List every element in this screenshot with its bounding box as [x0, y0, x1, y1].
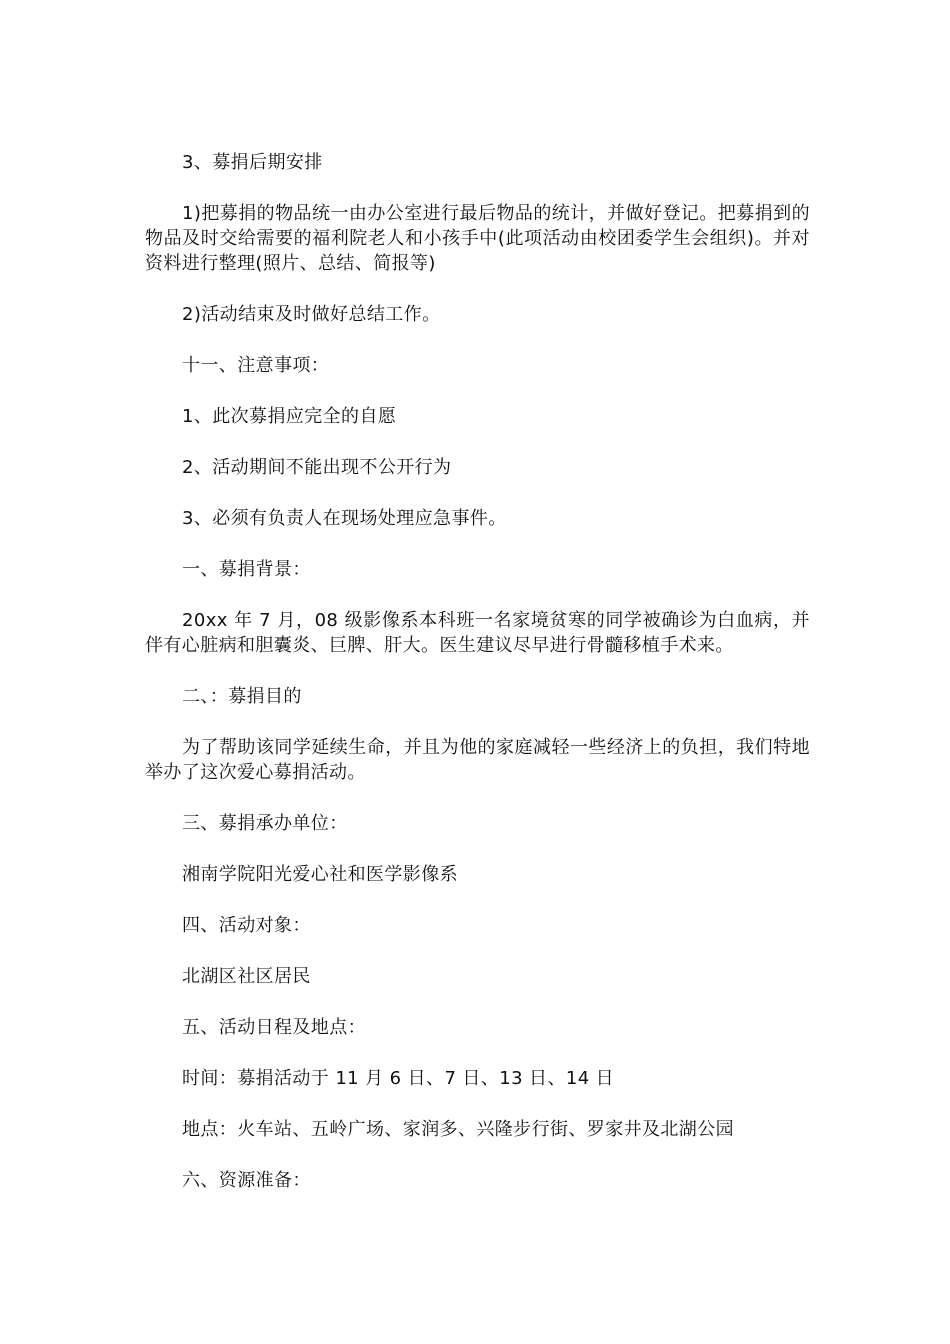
section-heading-purpose: 二、：募捐目的: [182, 686, 302, 707]
section-heading-schedule: 五、活动日程及地点：: [182, 1017, 366, 1038]
section-heading-notes: 十一、注意事项：: [182, 355, 330, 376]
background-paragraph: 20xx 年 7 月，08 级影像系本科班一名家境贫寒的同学被确诊为白血病，并伴有心脏病和胆囊炎、巨脾、肝大。医生建议尽早进行骨髓移植手术来。: [145, 610, 810, 656]
section-heading-background: 一、募捐背景：: [182, 559, 311, 580]
document-body: [145, 150, 810, 1219]
section-heading-target: 四、活动对象：: [182, 915, 311, 936]
schedule-location: 地点：火车站、五岭广场、家润多、兴隆步行街、罗家井及北湖公园: [182, 1119, 734, 1140]
paragraph-item-1: 1)把募捐的物品统一由办公室进行最后物品的统计，并做好登记。把募捐到的物品及时交给需要的福利院老人和小孩手中(此项活动由校团委学生会组织)。并对资料进行整理(照片、总结、简报等): [145, 203, 810, 274]
notes-item-3: 3、必须有负责人在现场处理应急事件。: [182, 508, 507, 529]
target-paragraph: 北湖区社区居民: [182, 966, 311, 987]
paragraph-item-2: 2)活动结束及时做好总结工作。: [182, 304, 441, 325]
section-heading-post-arrangement: 3、募捐后期安排: [182, 152, 323, 173]
schedule-time: 时间：募捐活动于 11 月 6 日、7 日、13 日、14 日: [182, 1068, 615, 1089]
notes-item-1: 1、此次募捐应完全的自愿: [182, 406, 397, 427]
section-heading-resources: 六、资源准备：: [182, 1170, 311, 1191]
notes-item-2: 2、活动期间不能出现不公开行为: [182, 457, 452, 478]
purpose-paragraph: 为了帮助该同学延续生命，并且为他的家庭减轻一些经济上的负担，我们特地举办了这次爱心募捐活动。: [145, 737, 810, 783]
organizer-paragraph: 湘南学院阳光爱心社和医学影像系: [182, 864, 458, 885]
section-heading-organizer: 三、募捐承办单位：: [182, 813, 348, 834]
